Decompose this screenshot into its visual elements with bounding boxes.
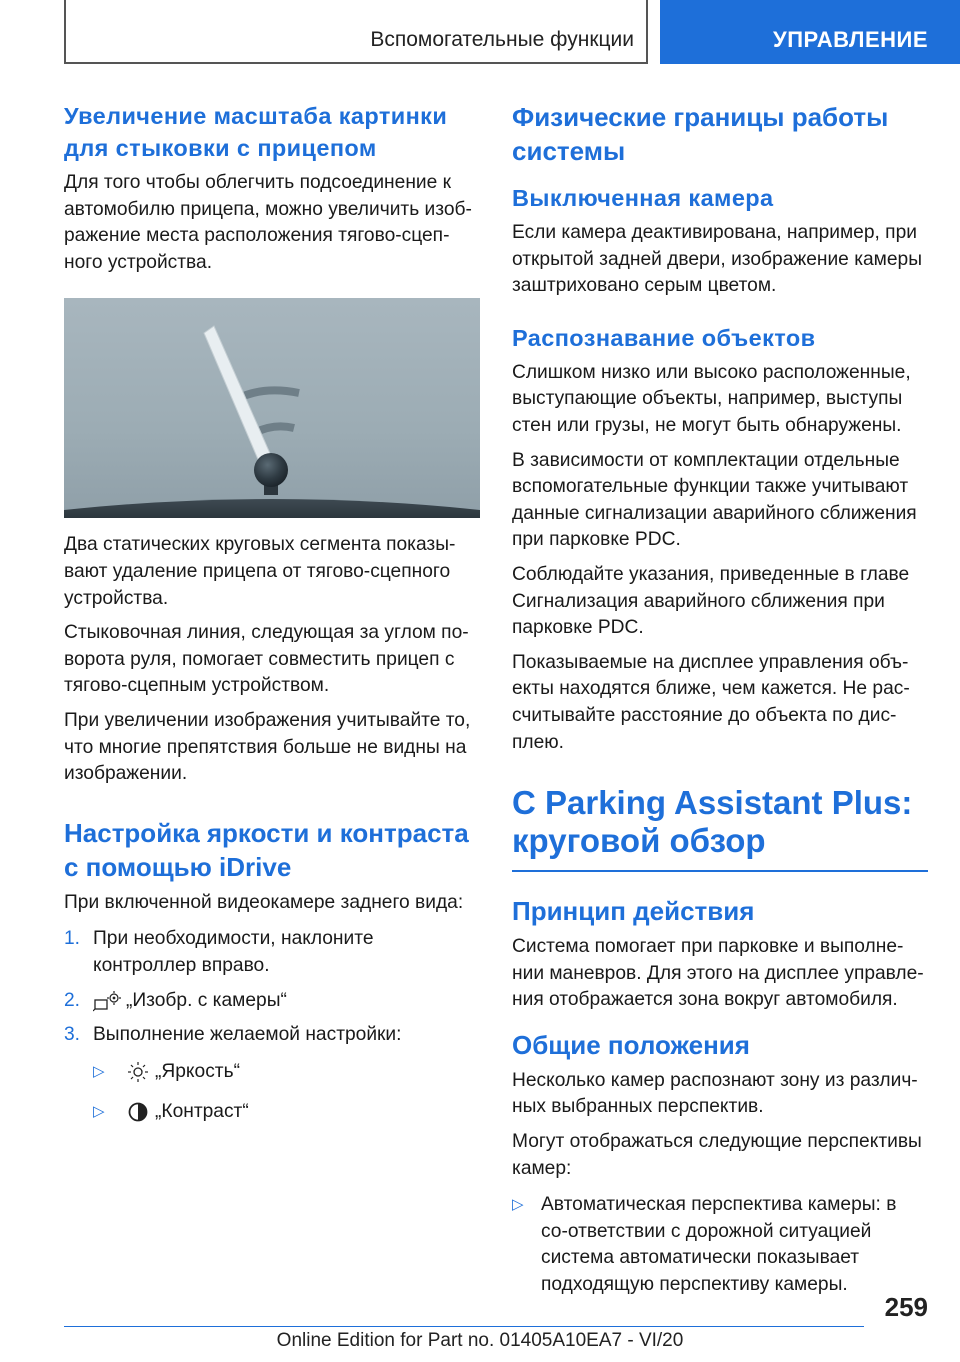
step-number: 3. xyxy=(64,1024,81,1046)
contrast-icon xyxy=(126,1101,150,1123)
paragraph-camera-off: Если камера деактивирована, например, при открытой задней двери, изображение камеры заштриховано серым цветом. xyxy=(512,222,923,297)
heading-general: Общие положения xyxy=(512,1029,750,1060)
step-number: 1. xyxy=(64,928,81,950)
rear-camera-icon xyxy=(93,990,121,1012)
step-text: „Изобр. с камеры“ xyxy=(126,989,287,1011)
paragraph-detection-2: В зависимости от комплектации отдельные вспомогательные функции также учитывают данные сигнализации аварийного сближения при парковке PDC. xyxy=(512,449,917,551)
paragraph-general-2: Могут отображаться следующие перспективы камер: xyxy=(512,1131,922,1179)
paragraph-detection-1: Слишком низко или высоко расположенные, выступающие объекты, например, выступы стен или грузы, не могут быть обнаружены. xyxy=(512,361,911,436)
step-number: 2. xyxy=(64,989,81,1011)
step-text: При необходимости, наклоните контроллер вправо. xyxy=(93,928,374,976)
rear-bumper xyxy=(64,499,480,518)
triangle-bullet-icon: ▷ xyxy=(512,1196,524,1214)
paragraph-principle: Система помогает при парковке и выполне-нии маневров. Для этого на дисплее управле-ния отображается зона вокруг автомобиля. xyxy=(512,936,924,1011)
distance-segment-far xyxy=(239,391,299,399)
left-column xyxy=(64,100,480,1126)
heading-object-detection: Распознавание объектов xyxy=(512,324,816,351)
paragraph-detection-4: Показываемые на дисплее управления объ-екты находятся ближе, чем кажется. Не рас-считывайте расстояние до объекта по дис-плею. xyxy=(512,651,910,753)
step-2 xyxy=(64,988,480,1015)
heading-brightness-contrast: Настройка яркости и контраста с помощью iDrive xyxy=(64,817,469,882)
heading-camera-off: Выключенная камера xyxy=(512,185,774,211)
paragraph-obstacles: При увеличении изображения учитывайте то, что многие препятствия больше не видны на изображении. xyxy=(64,709,471,785)
triangle-bullet-icon: ▷ xyxy=(93,1062,105,1080)
header-section-box xyxy=(64,0,648,64)
setting-contrast xyxy=(93,1099,480,1126)
right-column xyxy=(512,100,928,1299)
page-number: 259 xyxy=(884,1292,928,1322)
triangle-bullet-icon: ▷ xyxy=(93,1103,105,1121)
hitch-camera-illustration xyxy=(64,298,480,518)
setting-brightness xyxy=(93,1059,480,1086)
footer-edition: Online Edition for Part no. 01405A10EA7 - VI/20 xyxy=(276,1330,684,1351)
step-3 xyxy=(64,1022,480,1049)
heading-operating-principle: Принцип действия xyxy=(512,896,755,927)
brightness-icon xyxy=(126,1061,150,1083)
heading-system-limits: Физические границы работы системы xyxy=(512,102,889,166)
heading-surround-view: С Parking Assistant Plus: круговой обзор xyxy=(512,784,913,860)
paragraph-segments: Два статических круговых сегмента показы-вают удаление прицепа от тягово-сцепного устройства. xyxy=(64,534,456,609)
paragraph-camera-on: При включенной видеокамере заднего вида: xyxy=(64,891,464,913)
step-text: Выполнение желаемой настройки: xyxy=(93,1024,402,1046)
footer-rule xyxy=(64,1326,864,1327)
tow-ball xyxy=(254,453,288,487)
list-item xyxy=(512,1192,928,1298)
list-item-text: Автоматическая перспектива камеры: в со-ответствии с дорожной ситуацией система автоматически показывает подходящую перспективу камеры. xyxy=(541,1194,897,1296)
hitch-camera-figure xyxy=(64,298,480,518)
header-section-title: Вспомогательные функции xyxy=(370,28,634,51)
header-chapter-tab xyxy=(660,0,960,64)
paragraph-docking-line: Стыковочная линия, следующая за углом по-ворота руля, помогает совместить прицеп с тягово-сцепным устройством. xyxy=(64,622,469,697)
paragraph-detection-3: Соблюдайте указания, приведенные в главе Сигнализация аварийного сближения при парковке PDC. xyxy=(512,563,910,639)
paragraph-zoom: Для того чтобы облегчить подсоединение к автомобилю прицепа, можно увеличить изоб-ражение места расположения тягово-сцеп-ного устройства. xyxy=(64,172,472,273)
setting-label: „Контраст“ xyxy=(155,1101,249,1123)
step-1 xyxy=(64,926,480,979)
paragraph-general-1: Несколько камер распознают зону из различ-ных выбранных перспектив. xyxy=(512,1069,918,1118)
header-chapter-title: УПРАВЛЕНИЕ xyxy=(773,27,928,52)
heading-zoom: Увеличение масштаба картинки для стыковки с прицепом xyxy=(64,103,448,161)
setting-label: „Яркость“ xyxy=(155,1060,240,1082)
